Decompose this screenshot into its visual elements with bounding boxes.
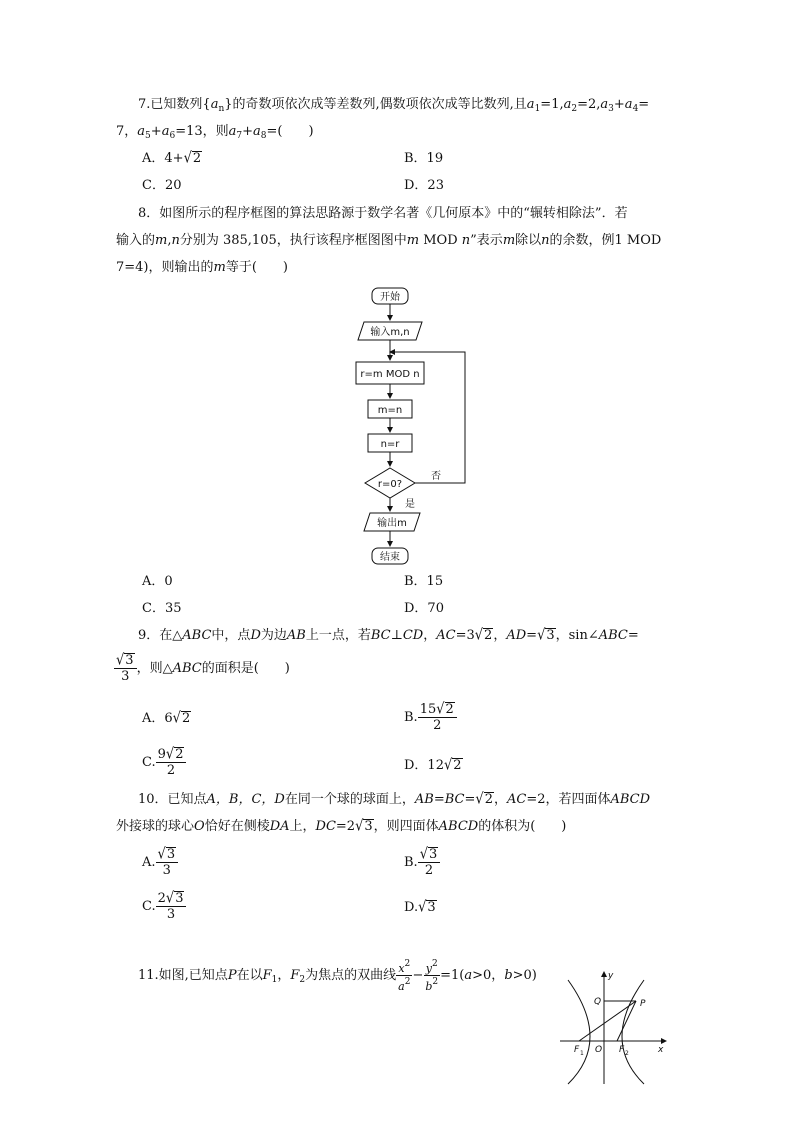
- q10-line2: 外接球的球心O恰好在侧棱DA上，DC=2√3，则四面体ABCD的体积为( ): [116, 817, 567, 836]
- flow-step2: m=n: [377, 405, 403, 416]
- q9-line2: $\frac{√3}{3}$ ，则△ABC的面积是( ): [116, 651, 290, 684]
- q9-option-c: C. $\frac{9√2}{2}$: [142, 745, 186, 781]
- flow-start: 开始: [380, 292, 400, 303]
- flow-end: 结束: [380, 552, 400, 563]
- label-p: P: [640, 999, 646, 1009]
- flow-step3: n=r: [380, 439, 400, 450]
- flow-yes-label: 是: [405, 499, 415, 510]
- q8-option-c: C．35: [142, 601, 182, 616]
- q9-sin-fraction: $\frac{√3}{3}$: [114, 653, 137, 684]
- left-branch: [568, 980, 590, 1084]
- q7-line1: 7.已知数列$\{a_n\}$的奇数项依次成等差数列,偶数项依次成等比数列,且$a_1=1,a_2=2,a_3+a_4=$: [138, 97, 650, 114]
- flowchart: [340, 282, 490, 572]
- flow-input: 输入m,n: [370, 327, 410, 338]
- q7-option-a: A．4+√2: [142, 149, 202, 168]
- label-f2-sub: 2: [625, 1050, 629, 1057]
- segment-pf1: [579, 1001, 636, 1041]
- label-x: x: [658, 1045, 664, 1055]
- q8-line3: 7=4)，则输出的m等于( ): [116, 260, 288, 275]
- label-f1: F: [574, 1045, 580, 1055]
- flow-decision: r=0?: [377, 479, 403, 490]
- q11-line1: 11.如图,已知点P在以$F_1$，$F_2$为焦点的双曲线 $\frac{x^2}{a^2}$ − $\frac{y^2}{b^2}$ =1(a>0，b>0): [138, 959, 537, 993]
- q10-option-c: C. $\frac{2√3}{3}$: [142, 889, 186, 925]
- flow-output: 输出m: [377, 518, 407, 529]
- q10-option-a: A. $\frac{√3}{3}$: [142, 845, 178, 881]
- q7-line2: 7，$a_5+a_6=13$，则$a_7+a_8=$( ): [116, 124, 314, 141]
- q9-option-d: D．12√2: [404, 756, 462, 775]
- q10-option-b: B. $\frac{√3}{2}$: [404, 845, 440, 881]
- q7-option-c: C．20: [142, 178, 182, 193]
- label-q: Q: [594, 997, 602, 1007]
- label-o: O: [595, 1045, 603, 1055]
- label-y: y: [608, 971, 614, 981]
- q7-option-d: D．23: [404, 178, 444, 193]
- segment-pf2: [617, 1001, 636, 1041]
- q9-line1: 9．在△ABC中，点D为边AB上一点，若BC⊥CD，AC=3√2，AD=√3，sin∠ABC=: [138, 626, 639, 645]
- q8-option-a: A．0: [142, 574, 173, 589]
- q8-option-d: D．70: [404, 601, 444, 616]
- q10-line1: 10．已知点A，B，C，D在同一个球的球面上，AB=BC=√2，AC=2，若四面体ABCD: [138, 790, 651, 809]
- q8-line2: 输入的m,n分别为 385,105，执行该程序框图图中m MOD n”表示m除以n的余数，例1 MOD: [116, 233, 662, 248]
- label-f1-sub: 1: [580, 1050, 584, 1057]
- q7-option-b: B．19: [404, 151, 444, 166]
- hyperbola-figure: [554, 966, 674, 1090]
- q8-line1: 8．如图所示的程序框图的算法思路源于数学名著《几何原本》中的“辗转相除法”．若: [138, 206, 628, 221]
- q10-option-d: D.√3: [404, 898, 436, 917]
- label-f2: F: [619, 1045, 625, 1055]
- q9-option-b: B. $\frac{15√2}{2}$: [404, 700, 457, 736]
- right-branch: [622, 980, 644, 1084]
- flow-no-label: 否: [431, 471, 441, 482]
- q8-option-b: B．15: [404, 574, 444, 589]
- flow-step1: r=m MOD n: [360, 369, 420, 380]
- q9-option-a: A．6√2: [142, 709, 191, 728]
